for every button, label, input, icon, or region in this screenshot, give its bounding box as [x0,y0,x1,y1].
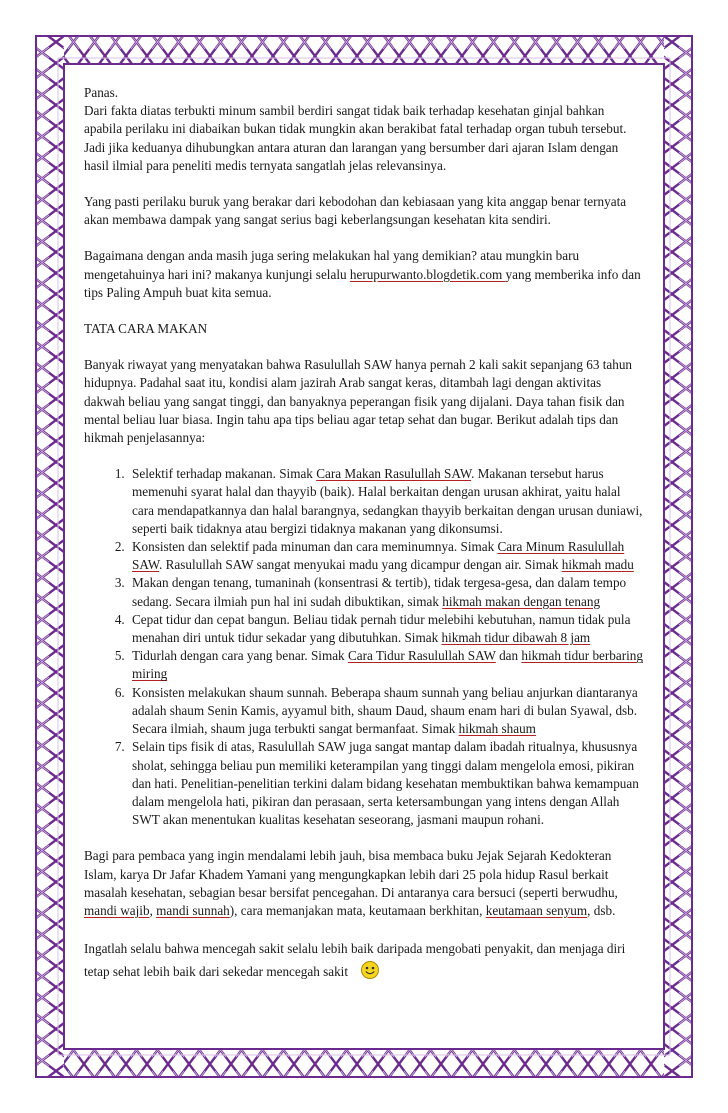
text-line: Dari fakta diatas terbukti minum sambil berdiri sangat tidak baik terhadap kesehatan ginjal bahkan apabila perilaku ini diabaikan bukan tidak mungkin akan berakibat fatal terhadap organ tubuh tersebut. [84,103,627,137]
closing-paragraph-1 [84,847,644,920]
text: ), cara memanjakan mata, keutamaan berkhitan, [229,902,486,918]
link-hikmah-tidur[interactable]: hikmah tidur dibawah 8 jam [441,630,591,646]
text: Makan dengan tenang, tumaninah (konsentrasi & tertib), tidak tergesa-gesa, dan dalam tempo sedang. Secara ilmiah pun hal ini sudah dibuktikan, simak [132,575,627,609]
smiley-emoticon-icon [360,960,380,987]
text: Cepat tidur dan cepat bangun. Beliau tidak pernah tidur melebihi kebutuhan, namun tidak pula menahan diri untuk tidur sekadar yang dibutuhkan. Simak [132,611,631,646]
text: Bagaimana dengan anda masih juga sering melakukan hal yang demikian? atau mungkin baru mengetahuinya hari ini? makanya kunjungi selalu [84,248,580,282]
link-keutamaan-senyum[interactable]: keutamaan senyum [485,902,588,918]
text-line: Jadi jika keduanya dihubungkan antara aturan dan larangan yang bersumber dari ajaran Islam dengan hasil ilmial para peneliti medis ternyata sangatlah jelas relevansinya. [84,139,619,173]
intro-paragraph-1 [84,84,644,175]
text: Ingatlah selalu bahwa mencegah sakit selalu lebih baik daripada mengobati penyakit, dan menjaga diri tetap sehat lebih baik dari sekedar mencegah sakit [84,941,626,980]
text: Bagi para pembaca yang ingin mendalami lebih jauh, bisa membaca buku Jejak Sejarah Kedokteran Islam, karya Dr Jafar Khadem Yamani yang mengungkapkan lebih dari 25 pola hidup Rasul berkait masalah kesehatan, sebagian besar bersifat pencegahan. Di antaranya cara bersuci (seperti berwudhu, [84,848,618,900]
list-item [128,574,644,610]
link-cara-tidur[interactable]: Cara Tidur Rasulullah SAW [347,648,496,664]
section-intro: Banyak riwayat yang menyatakan bahwa Rasulullah SAW hanya pernah 2 kali sakit sepanjang 63 tahun hidupnya. Padahal saat itu, kondisi alam jazirah Arab sangat keras, ditambah lagi dengan aktivitas dakwah beliau yang sangat tinggi, dan banyaknya peperangan fisik yang dijalani. Daya tahan fisik dan mental beliau luar biasa. Ingin tahu apa tips beliau agar tetap sehat dan bugar. Berikut adalah tips dan hikmah penjelasannya: [84,357,633,446]
intro-paragraph-2: Yang pasti perilaku buruk yang berakar dari kebodohan dan kebiasaan yang kita anggap benar ternyata akan membawa dampak yang sangat serius bagi keberlangsungan kesehatan kita sendiri. [84,194,627,228]
text: , dsb. [587,902,616,918]
document-body [84,84,644,987]
list-item [128,611,644,647]
text: yang memberika info dan tips Paling Ampuh buat kita semua. [84,266,641,300]
link-hikmah-tidur-miring[interactable]: hikmah tidur berbaring miring [132,648,643,682]
list-item [128,684,644,739]
link-hikmah-madu[interactable]: hikmah madu [561,557,634,573]
link-mandi-sunnah[interactable]: mandi sunnah [156,902,230,918]
link-hikmah-makan-tenang[interactable]: hikmah makan dengan tenang [442,593,601,609]
text: Konsisten melakukan shaum sunnah. Beberapa shaum sunnah yang beliau anjurkan diantaranya adalah shaum Senin Kamis, ayyamul bith, shaum Daud, shaum enam hari di bulan Syawal, dsb. Secara ilmiah, shaum juga terbukti sangat bermanfaat. Simak [132,684,638,737]
list-item [128,738,644,829]
text: Selektif terhadap makanan. Simak [132,466,317,482]
link-mandi-wajib[interactable]: mandi wajib [84,902,150,918]
text: Selain tips fisik di atas, Rasulullah SAW juga sangat mantap dalam ibadah ritualnya, khususnya sholat, sehingga beliau pun memiliki keterampilan yang tinggi dalam mengelola emosi, pikiran dan hati. Penelitian-penelitian terkini dalam bidang kesehatan membuktikan bahwa kemampuan dalam mengelola hati, pikiran dan perasaan, serta ketersambungan yang intens dengan Allah SWT akan menentukan kualitas kesehatan seseorang, jasmani maupun rohani. [132,739,639,828]
text: dan [495,648,522,664]
text: . Makanan tersebut harus memenuhi syarat halal dan thayyib (baik). Halal berkaitan dengan urusan akhirat, yaitu halal cara mendapatkannya dan halal barangnya, sedangkan thayyib berkaitan dengan urusan duniawi, seperti baik tidaknya atau bergizi tidaknya makanan yang dikonsumsi. [132,466,643,536]
text-line: Panas. [84,85,119,100]
blog-link[interactable]: herupurwanto.blogdetik.com [349,266,506,282]
text: Konsisten dan selektif pada minuman dan cara meminumnya. Simak [132,539,498,555]
link-cara-minum[interactable]: Cara Minum Rasulullah SAW [132,539,625,573]
text: , [149,902,157,918]
section-title: TATA CARA MAKAN [84,321,208,337]
list-item [128,465,644,538]
list-item [128,647,644,683]
tips-list [84,465,644,829]
closing-paragraph-2 [84,938,644,987]
intro-paragraph-3 [84,247,644,302]
text: . Rasulullah SAW sangat menyukai madu yang dicampur dengan air. Simak [159,557,562,573]
text: Tidurlah dengan cara yang benar. Simak [132,648,348,664]
link-hikmah-shaum[interactable]: hikmah shaum [458,721,536,737]
link-cara-makan[interactable]: Cara Makan Rasulullah SAW [316,466,472,482]
list-item [128,538,644,574]
